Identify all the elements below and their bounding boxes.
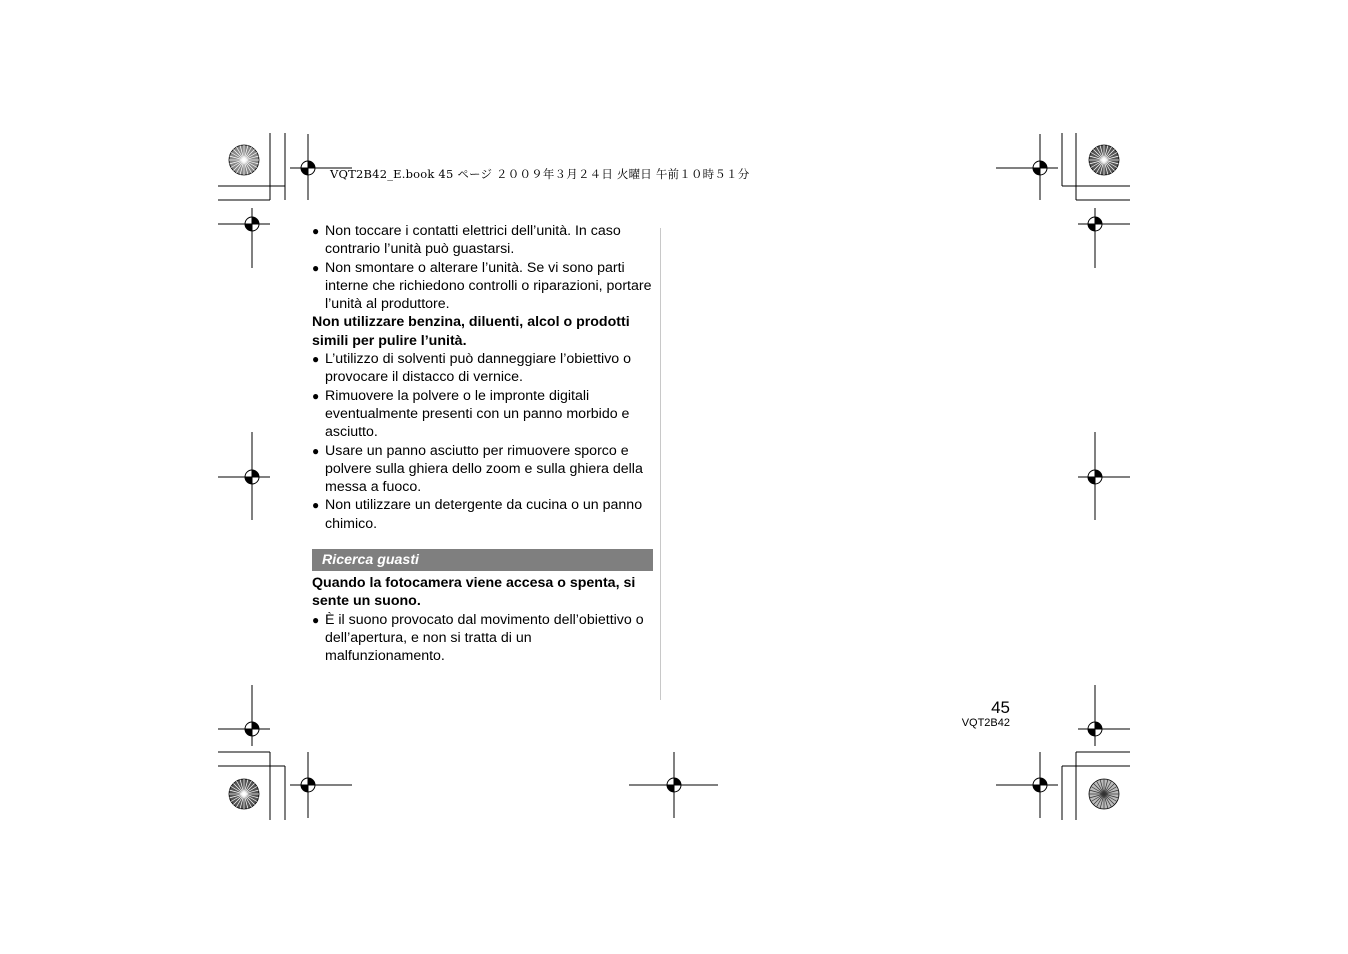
bullet-dot-icon: ● [312, 352, 320, 367]
list-item [312, 259, 654, 314]
list-item-text: Non toccare i contatti elettrici dell’unità. In caso contrario l’unità può guastarsi. [325, 223, 621, 258]
bullet-dot-icon: ● [312, 260, 320, 275]
bullet-dot-icon: ● [312, 443, 320, 458]
page-number: 45 [991, 698, 1010, 717]
list-item [312, 222, 654, 259]
list-item-text: L’utilizzo di solventi può danneggiare l’obiettivo o provocare il distacco di vernice. [325, 351, 632, 386]
main-column [312, 222, 654, 666]
list-item [312, 496, 654, 533]
bullet-dot-icon: ● [312, 388, 320, 403]
bullet-list-handling [312, 222, 654, 313]
list-item-text: È il suono provocato dal movimento dell’obiettivo o dell’apertura, e non si tratta di un malfunzionamento. [325, 611, 644, 665]
list-item-text: Rimuovere la polvere o le impronte digitali eventualmente presenti con un panno morbido e asciutto. [325, 387, 630, 441]
column-divider [660, 228, 661, 700]
bullet-dot-icon: ● [312, 612, 320, 627]
bullet-list-answer [312, 611, 654, 666]
section-heading-troubleshooting: Ricerca guasti [312, 549, 653, 571]
model-code: VQT2B42 [961, 717, 1010, 729]
list-item [312, 611, 654, 666]
troubleshooting-question: Quando la fotocamera viene accesa o spenta, si sente un suono. [312, 575, 636, 610]
bullet-dot-icon: ● [312, 224, 320, 238]
list-item-text: Non smontare o alterare l’unità. Se vi sono parti interne che richiedono controlli o riparazioni, portare l’unità al produttore. [325, 259, 652, 313]
list-item [312, 442, 654, 497]
bullet-dot-icon: ● [312, 498, 320, 513]
print-header: VQT2B42_E.book 45 ページ ２００９年３月２４日 火曜日 午前１０時５１分 [330, 167, 750, 181]
list-item-text: Non utilizzare un detergente da cucina o un panno chimico. [325, 497, 643, 532]
list-item [312, 350, 654, 387]
bullet-list-cleaning [312, 350, 654, 533]
cleaning-warning-heading: Non utilizzare benzina, diluenti, alcol o prodotti simili per pulire l’unità. [312, 314, 630, 349]
list-item-text: Usare un panno asciutto per rimuovere sporco e polvere sulla ghiera dello zoom e sulla ghiera della messa a fuoco. [325, 442, 643, 496]
list-item [312, 387, 654, 442]
